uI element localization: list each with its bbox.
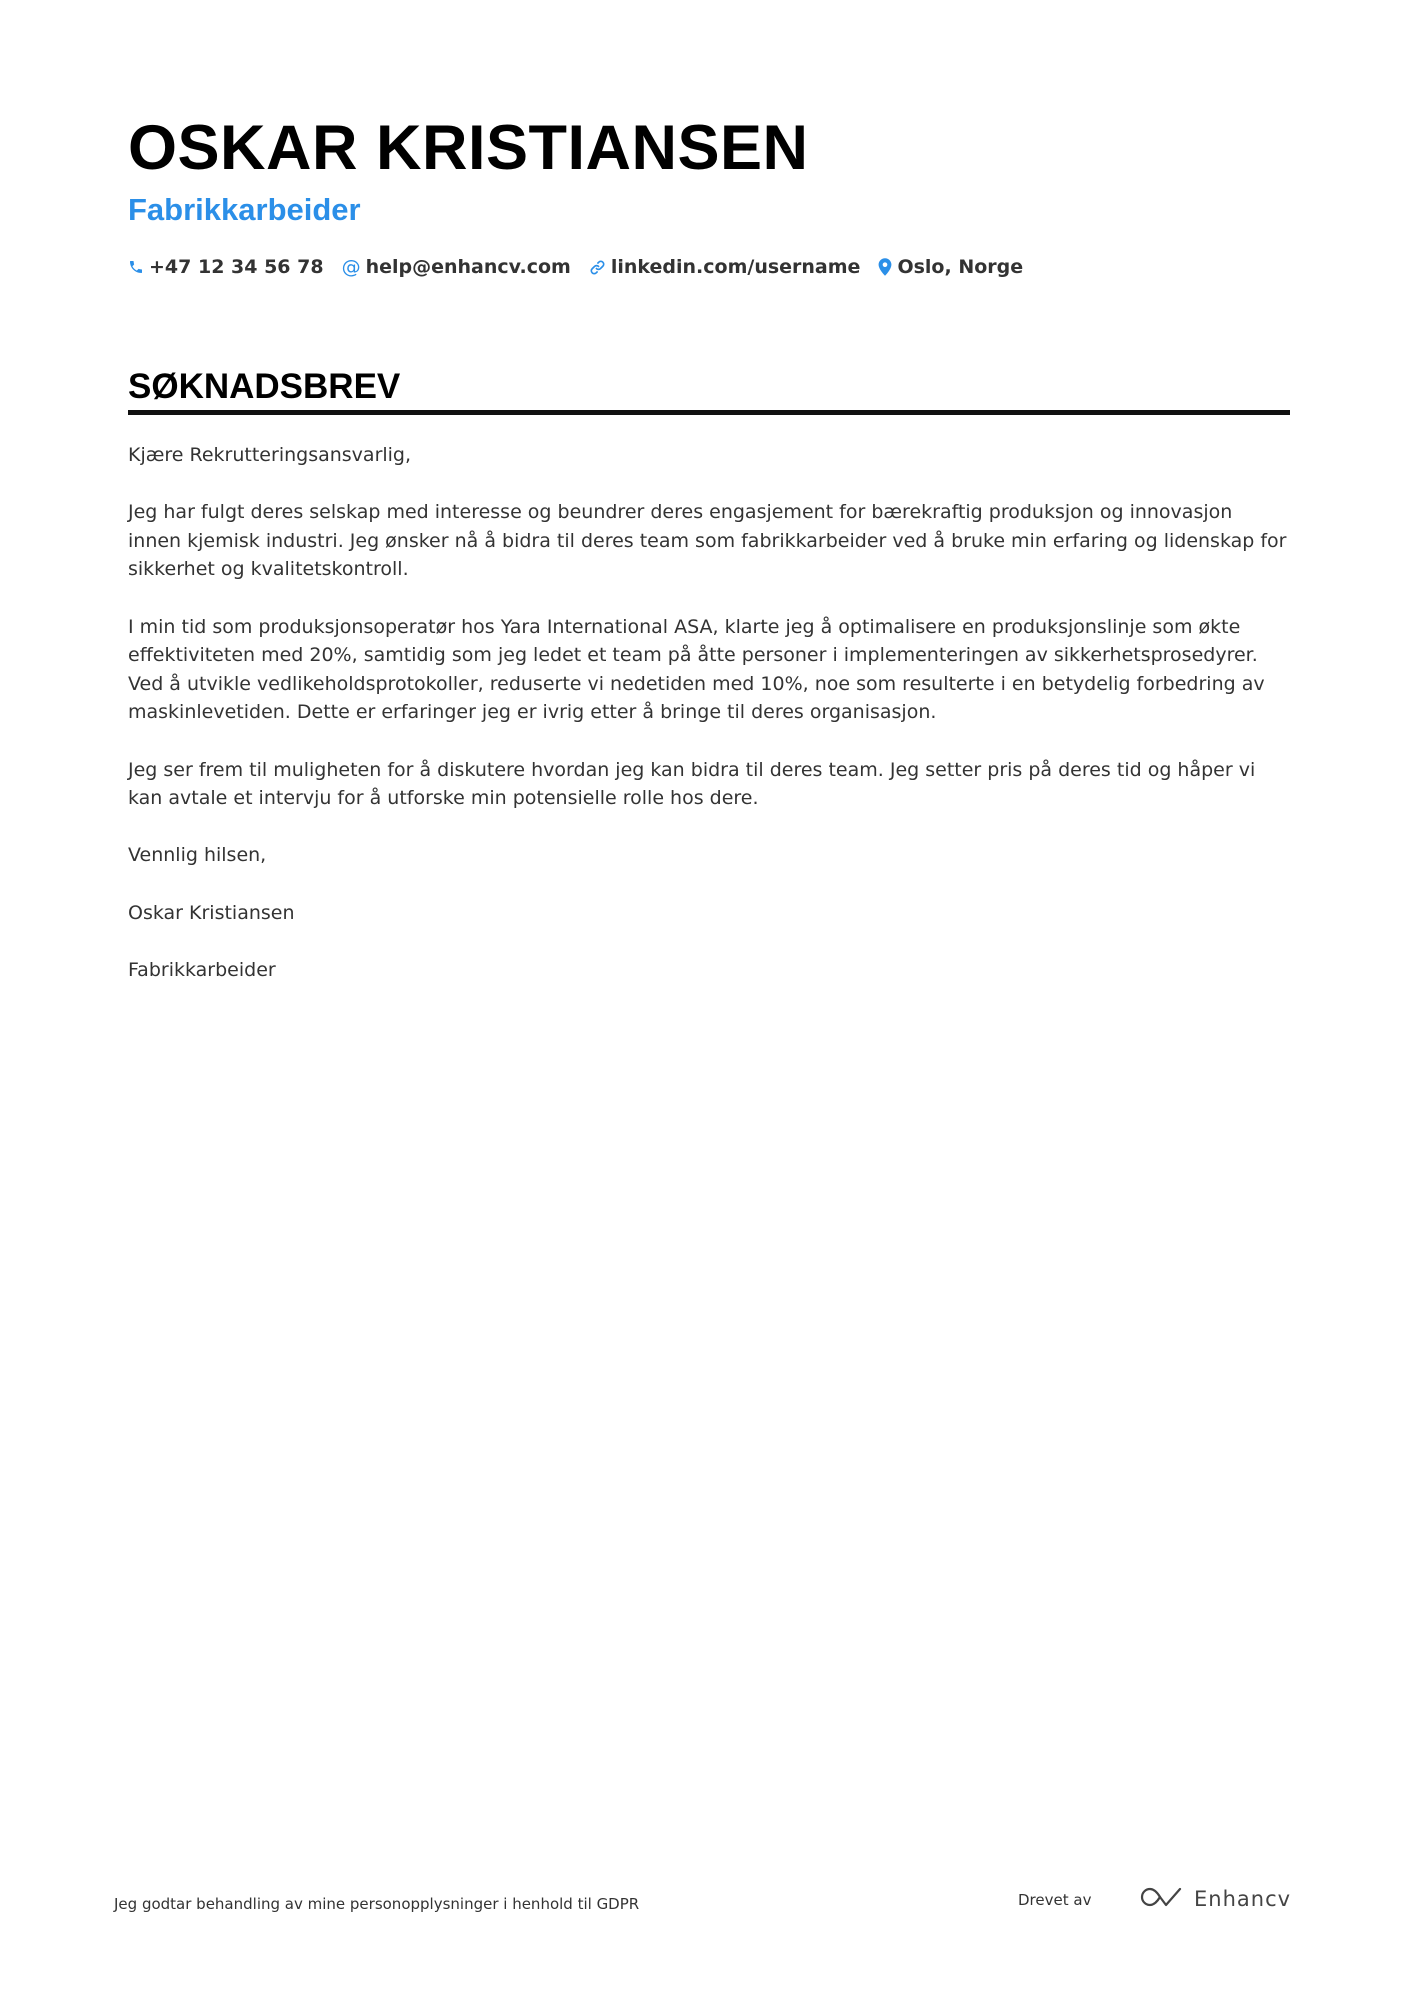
location-pin-icon [878,258,892,276]
linkedin-url[interactable]: linkedin.com/username [610,256,861,278]
letter-closing: Vennlig hilsen, [128,844,267,867]
letter-paragraph: Jeg ser frem til muligheten for å diskutere hvordan jeg kan bidra til deres team. Jeg setter pris på deres tid og håper vi kan avtale et intervju for å utforske min potensielle rolle hos dere. [128,758,1256,810]
letter-paragraph: Jeg har fulgt deres selskap med interesse og beundrer deres engasjement for bærekraftig produksjon og innovasjon innen kjemisk industri. Jeg ønsker nå å bidra til deres team som fabrikkarbeider ved å bruke min erfaring og lidenskap for sikkerhet og kvalitetskontroll. [128,501,1287,581]
enhancv-brand-link[interactable] [1138,1884,1291,1914]
job-title: Fabrikkarbeider [128,192,361,227]
email-address[interactable]: help@enhancv.com [365,256,571,278]
gdpr-consent-text: Jeg godtar behandling av mine personopplysninger i henhold til GDPR [114,1895,640,1913]
phone-icon [128,259,144,275]
section-title: SØKNADSBREV [128,367,401,406]
contact-email [342,252,571,282]
enhancv-logo-icon [1138,1885,1184,1913]
contact-linkedin [589,252,861,282]
signature-name: Oskar Kristiansen [128,901,295,924]
contact-location [878,252,1023,282]
letter-body [128,441,1290,1013]
contact-info [128,252,1023,282]
signature-title: Fabrikkarbeider [128,958,276,981]
phone-number[interactable]: +47 12 34 56 78 [149,256,324,278]
section-divider [128,410,1290,415]
applicant-name: OSKAR KRISTIANSEN [128,113,809,183]
location-text: Oslo, Norge [897,256,1024,278]
contact-phone [128,252,324,282]
at-icon: @ [341,256,361,278]
powered-by-label: Drevet av [1018,1891,1092,1909]
link-icon [589,259,606,276]
brand-name: Enhancv [1194,1887,1292,1911]
letter-greeting: Kjære Rekrutteringsansvarlig, [128,444,412,466]
letter-paragraph: I min tid som produksjonsoperatør hos Yara International ASA, klarte jeg å optimalisere en produksjonslinje som økte effektiviteten med 20%, samtidig som jeg ledet et team på åtte personer i implementeringen av sikkerhetsprosedyrer. Ved å utvikle vedlikeholdsprotokoller, reduserte vi nedetiden med 10%, noe som resulterte i en betydelig forbedring av maskinlevetiden. Dette er erfaringer jeg er ivrig etter å bringe til deres organisasjon. [128,615,1265,724]
